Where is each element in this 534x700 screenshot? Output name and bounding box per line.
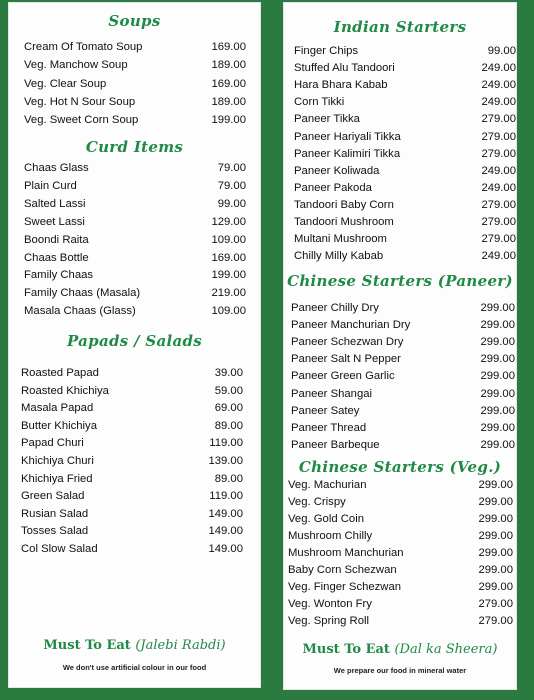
menu-item-name: Salted Lassi xyxy=(24,197,86,210)
menu-item xyxy=(294,197,516,214)
footer-note-right: We prepare our food in mineral water xyxy=(333,666,467,675)
menu-item-price: 299.00 xyxy=(480,438,515,451)
menu-item-name: Chaas Glass xyxy=(24,162,89,174)
menu-item xyxy=(294,43,516,60)
menu-item-name: Paneer Tikka xyxy=(294,113,360,126)
menu-item-name: Corn Tikki xyxy=(294,96,345,109)
menu-item-price: 89.00 xyxy=(214,419,243,432)
menu-item-price: 299.00 xyxy=(478,513,513,525)
menu-item-price: 249.00 xyxy=(481,181,516,194)
menu-item xyxy=(21,383,243,400)
menu-item-price: 39.00 xyxy=(214,367,243,379)
menu-item-price: 249.00 xyxy=(481,164,516,177)
menu-item-name: Hara Bhara Kabab xyxy=(294,79,388,92)
menu-item-price: 169.00 xyxy=(211,41,246,53)
menu-item xyxy=(24,57,246,74)
menu-item-name: Roasted Khichiya xyxy=(21,384,109,397)
menu-item-price: 299.00 xyxy=(480,302,515,314)
menu-item-name: Tandoori Baby Corn xyxy=(294,198,394,211)
must-to-eat-label: Must To Eat xyxy=(43,638,131,653)
section-title-indian-starters: Indian Starters xyxy=(333,18,467,36)
menu-item xyxy=(288,562,513,579)
menu-item-price: 279.00 xyxy=(481,147,516,160)
menu-item-price: 249.00 xyxy=(481,79,516,92)
menu-item xyxy=(21,400,243,417)
menu-item-name: Paneer Pakoda xyxy=(294,181,372,194)
menu-item-name: Veg. Hot N Sour Soup xyxy=(24,95,136,108)
menu-item-name: Tosses Salad xyxy=(21,525,89,538)
menu-item-price: 299.00 xyxy=(480,421,515,434)
menu-item xyxy=(24,214,246,231)
menu-item xyxy=(294,163,516,180)
menu-item-price: 279.00 xyxy=(481,233,516,246)
menu-item-price: 299.00 xyxy=(478,530,513,542)
menu-item xyxy=(24,39,246,56)
menu-item-price: 299.00 xyxy=(478,581,513,593)
menu-item-name: Baby Corn Schezwan xyxy=(288,564,397,576)
menu-item-price: 299.00 xyxy=(480,370,515,383)
menu-item-name: Paneer Shangai xyxy=(291,387,373,400)
menu-item-name: Family Chaas (Masala) xyxy=(24,287,141,300)
menu-item-name: Mushroom Chilly xyxy=(288,530,373,542)
menu-item-price: 249.00 xyxy=(481,250,516,263)
menu-item xyxy=(24,232,246,249)
must-to-eat-right xyxy=(283,642,517,657)
menu-item xyxy=(288,477,513,494)
section-title-chinese-paneer: Chinese Starters (Paneer) xyxy=(287,272,513,290)
menu-item-price: 279.00 xyxy=(481,216,516,228)
menu-item-name: Paneer Barbeque xyxy=(291,438,380,451)
menu-item-name: Veg. Clear Soup xyxy=(24,77,107,90)
menu-item xyxy=(294,180,516,197)
menu-item xyxy=(291,437,515,454)
menu-item-price: 299.00 xyxy=(480,319,515,332)
menu-item xyxy=(24,196,246,213)
menu-item-price: 249.00 xyxy=(481,96,516,109)
menu-item-price: 299.00 xyxy=(478,479,513,491)
menu-item xyxy=(294,214,516,231)
menu-item xyxy=(291,300,515,317)
menu-item-price: 139.00 xyxy=(208,455,243,467)
menu-item xyxy=(21,365,243,382)
menu-item xyxy=(294,248,516,265)
menu-item xyxy=(294,111,516,128)
menu-item-name: Veg. Machurian xyxy=(288,479,367,491)
menu-item-name: Masala Papad xyxy=(21,402,94,415)
menu-item-name: Paneer Hariyali Tikka xyxy=(294,130,401,143)
menu-item xyxy=(291,317,515,334)
menu-item xyxy=(294,94,516,111)
menu-item-price: 279.00 xyxy=(481,113,516,126)
menu-item-name: Paneer Koliwada xyxy=(294,164,380,177)
menu-item-price: 279.00 xyxy=(481,198,516,211)
menu-item-name: Chilly Milly Kabab xyxy=(294,250,384,263)
menu-item xyxy=(294,60,516,77)
menu-item-name: Col Slow Salad xyxy=(21,543,98,555)
menu-item-price: 299.00 xyxy=(478,547,513,559)
menu-item-name: Multani Mushroom xyxy=(294,233,387,246)
menu-item xyxy=(21,523,243,540)
menu-item-price: 99.00 xyxy=(487,45,516,57)
menu-item-name: Veg. Wonton Fry xyxy=(288,598,372,610)
menu-item-price: 299.00 xyxy=(480,387,515,400)
menu-item-price: 169.00 xyxy=(211,251,246,264)
menu-item-name: Paneer Schezwan Dry xyxy=(291,336,404,349)
menu-item xyxy=(291,351,515,368)
menu-item xyxy=(24,267,246,284)
must-to-eat-label: Must To Eat xyxy=(302,642,390,657)
menu-item xyxy=(288,596,513,613)
menu-item-price: 299.00 xyxy=(480,353,515,366)
menu-item xyxy=(24,178,246,195)
section-title-papads-salads: Papads / Salads xyxy=(66,332,203,350)
menu-item-name: Family Chaas xyxy=(24,269,94,282)
must-to-eat-dish: (Dal ka Sheera) xyxy=(394,642,498,657)
menu-item-price: 149.00 xyxy=(208,525,243,538)
menu-item-name: Sweet Lassi xyxy=(24,215,85,228)
menu-item-name: Rusian Salad xyxy=(21,507,89,520)
menu-item xyxy=(21,471,243,488)
menu-item-name: Boondi Raita xyxy=(24,233,89,246)
menu-item-name: Finger Chips xyxy=(294,45,359,57)
menu-item-price: 89.00 xyxy=(214,472,243,485)
menu-item-price: 109.00 xyxy=(211,233,246,246)
menu-item xyxy=(24,303,246,320)
menu-item-price: 219.00 xyxy=(211,287,246,300)
menu-item xyxy=(24,285,246,302)
menu-item-name: Paneer Manchurian Dry xyxy=(291,319,411,332)
menu-item-price: 189.00 xyxy=(211,59,246,72)
section-title-curd-items: Curd Items xyxy=(85,138,184,156)
menu-item-name: Paneer Chilly Dry xyxy=(291,302,379,314)
menu-item-name: Veg. Spring Roll xyxy=(288,615,370,627)
menu-item-price: 59.00 xyxy=(214,384,243,397)
menu-item xyxy=(24,250,246,267)
menu-item-price: 169.00 xyxy=(211,77,246,90)
menu-item-name: Mushroom Manchurian xyxy=(288,547,404,559)
menu-item-name: Green Salad xyxy=(21,490,85,503)
menu-item-price: 199.00 xyxy=(211,114,246,127)
menu-item-price: 279.00 xyxy=(478,615,513,627)
menu-item xyxy=(294,77,516,94)
section-title-chinese-veg: Chinese Starters (Veg.) xyxy=(298,458,502,476)
menu-item-price: 299.00 xyxy=(478,496,513,508)
menu-item xyxy=(288,579,513,596)
menu-left-page xyxy=(8,2,261,688)
must-to-eat-dish: (Jalebi Rabdi) xyxy=(135,638,226,653)
menu-item-price: 79.00 xyxy=(217,179,246,192)
menu-item-price: 109.00 xyxy=(211,305,246,318)
menu-item-price: 249.00 xyxy=(481,62,516,75)
menu-item-name: Tandoori Mushroom xyxy=(294,216,394,228)
menu-item-name: Masala Chaas (Glass) xyxy=(24,305,136,318)
menu-item xyxy=(288,613,513,630)
menu-item-name: Stuffed Alu Tandoori xyxy=(294,62,395,75)
menu-item-name: Veg. Gold Coin xyxy=(288,513,364,525)
menu-item-price: 119.00 xyxy=(209,437,243,450)
menu-item xyxy=(21,506,243,523)
menu-item xyxy=(294,146,516,163)
menu-item-name: Chaas Bottle xyxy=(24,251,89,264)
menu-item-name: Butter Khichiya xyxy=(21,419,97,432)
menu-item-name: Veg. Finger Schezwan xyxy=(288,581,402,593)
menu-item xyxy=(294,231,516,248)
menu-item xyxy=(24,76,246,93)
menu-item xyxy=(21,418,243,435)
menu-item-name: Veg. Sweet Corn Soup xyxy=(24,114,139,127)
menu-item-price: 189.00 xyxy=(211,95,246,108)
menu-item xyxy=(291,368,515,385)
menu-item-price: 99.00 xyxy=(217,197,246,210)
menu-item-name: Paneer Kalimiri Tikka xyxy=(294,147,401,160)
menu-item xyxy=(21,488,243,505)
menu-item-price: 149.00 xyxy=(208,507,243,520)
menu-item-price: 149.00 xyxy=(208,543,243,555)
menu-item-name: Paneer Green Garlic xyxy=(291,370,395,383)
menu-item-price: 299.00 xyxy=(480,336,515,349)
menu-item-price: 119.00 xyxy=(209,490,243,503)
menu-item-price: 69.00 xyxy=(214,402,243,415)
menu-item-name: Paneer Salt N Pepper xyxy=(291,353,401,366)
footer-note-left: We don't use artificial colour in our food xyxy=(62,663,207,672)
menu-item xyxy=(288,494,513,511)
menu-item-name: Veg. Crispy xyxy=(288,496,346,508)
menu-item-name: Paneer Thread xyxy=(291,421,367,434)
menu-item xyxy=(24,112,246,129)
menu-item xyxy=(24,94,246,111)
menu-item-name: Paneer Satey xyxy=(291,404,360,417)
menu-item-name: Khichiya Churi xyxy=(21,455,94,467)
menu-item-name: Cream Of Tomato Soup xyxy=(24,41,143,53)
menu-item-price: 279.00 xyxy=(481,130,516,143)
must-to-eat-left xyxy=(8,638,261,653)
menu-item-name: Plain Curd xyxy=(24,179,77,192)
menu-item xyxy=(288,511,513,528)
menu-item-name: Khichiya Fried xyxy=(21,472,93,485)
menu-item-price: 199.00 xyxy=(211,269,246,282)
menu-item-price: 299.00 xyxy=(478,564,513,576)
menu-item xyxy=(291,403,515,420)
menu-item xyxy=(21,453,243,470)
menu-item-price: 279.00 xyxy=(478,598,513,610)
menu-item-price: 299.00 xyxy=(480,404,515,417)
menu-item xyxy=(294,129,516,146)
menu-item-name: Roasted Papad xyxy=(21,367,99,379)
menu-item xyxy=(288,545,513,562)
menu-item xyxy=(24,160,246,177)
menu-item xyxy=(21,541,243,558)
menu-right-page xyxy=(283,2,517,690)
section-title-soups: Soups xyxy=(108,12,161,30)
menu-item xyxy=(21,435,243,452)
menu-item-price: 129.00 xyxy=(211,215,246,228)
menu-item xyxy=(288,528,513,545)
menu-item xyxy=(291,420,515,437)
menu-item-price: 79.00 xyxy=(217,162,246,174)
menu-item xyxy=(291,334,515,351)
menu-item xyxy=(291,386,515,403)
menu-item-name: Veg. Manchow Soup xyxy=(24,59,128,72)
menu-item-name: Papad Churi xyxy=(21,437,84,450)
